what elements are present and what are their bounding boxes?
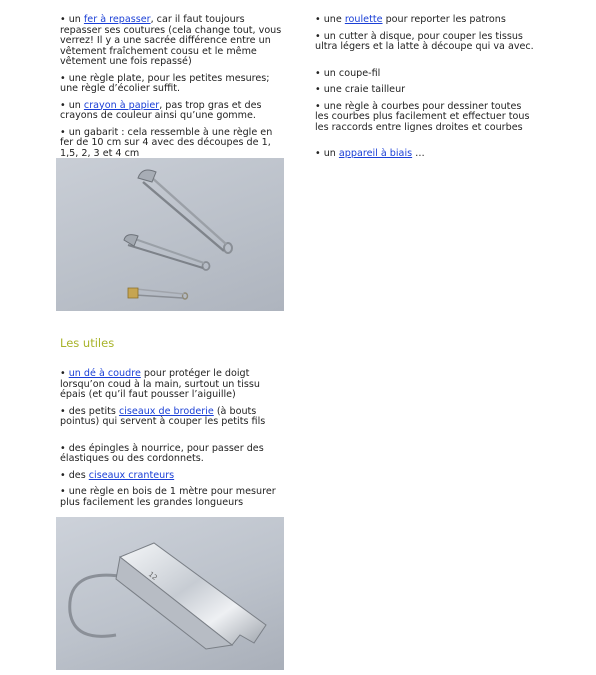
list-item: • une règle en bois de 1 mètre pour mesurer plus facilement les grandes longueurs	[60, 486, 276, 508]
right-column	[315, 15, 537, 166]
list-item: • un gabarit : cela ressemble à une règle en fer de 10 cm sur 4 avec des découpes de 1, 1,5, 2, 3 et 4 cm	[60, 126, 273, 159]
utiles-list	[60, 369, 282, 514]
list-item: • un dé à coudre pour protéger le doigt lorsqu’on coud à la main, surtout un tissu épais (et qu’il faut pousser l’aiguille)	[60, 368, 260, 400]
ciseaux-cranteurs-link[interactable]: ciseaux cranteurs	[88, 469, 175, 481]
de-a-coudre-link[interactable]: un dé à coudre	[68, 368, 141, 379]
list-item: • une roulette pour reporter les patrons	[315, 14, 506, 25]
list-item: • une craie tailleur	[315, 84, 406, 95]
safety-pins-image	[56, 158, 284, 311]
section-title: Les utiles	[60, 336, 115, 350]
list-item: • une règle à courbes pour dessiner toutes les courbes plus facilement et effectuer tous les raccords entre lignes droites et courbes	[315, 100, 530, 133]
svg-text:12: 12	[146, 570, 159, 583]
list-item: • un crayon à papier, pas trop gras et des crayons de couleur ainsi qu’une gomme.	[60, 99, 262, 121]
list-item: • un coupe-fil	[315, 67, 381, 79]
appareil-a-biais-link[interactable]: appareil à biais	[338, 148, 413, 159]
list-item: • un appareil à biais …	[315, 148, 425, 159]
fer-a-repasser-link[interactable]: fer à repasser	[83, 14, 151, 25]
small-gold-safety-pin	[128, 288, 188, 299]
medium-safety-pin	[124, 235, 210, 270]
list-item: • des petits ciseaux de broderie (à bouts pointus) qui servent à couper les petits fils	[60, 405, 266, 427]
left-column	[60, 15, 282, 165]
bias-tape-maker-image	[56, 517, 284, 670]
list-item: • des ciseaux cranteurs	[60, 469, 175, 481]
roulette-link[interactable]: roulette	[344, 14, 383, 25]
list-item: • un fer à repasser, car il faut toujours repasser ses coutures (cela change tout, vous verrez! Il y a une sacrée différence entre un vêtement fraîchement cousu et le même vêtement une fois repassé)	[60, 14, 282, 67]
large-safety-pin	[138, 170, 232, 253]
bias-tape-maker-photo	[56, 517, 284, 670]
ciseaux-de-broderie-link[interactable]: ciseaux de broderie	[118, 405, 214, 417]
list-item: • des épingles à nourrice, pour passer des élastiques ou des cordonnets.	[60, 442, 264, 464]
crayon-a-papier-link[interactable]: crayon à papier	[83, 99, 160, 111]
list-item: • une règle plate, pour les petites mesures; une règle d’écolier suffit.	[60, 72, 270, 94]
safety-pins-photo	[56, 158, 284, 311]
list-item: • un cutter à disque, pour couper les tissus ultra légers et la latte à découpe qui va avec.	[315, 30, 534, 52]
